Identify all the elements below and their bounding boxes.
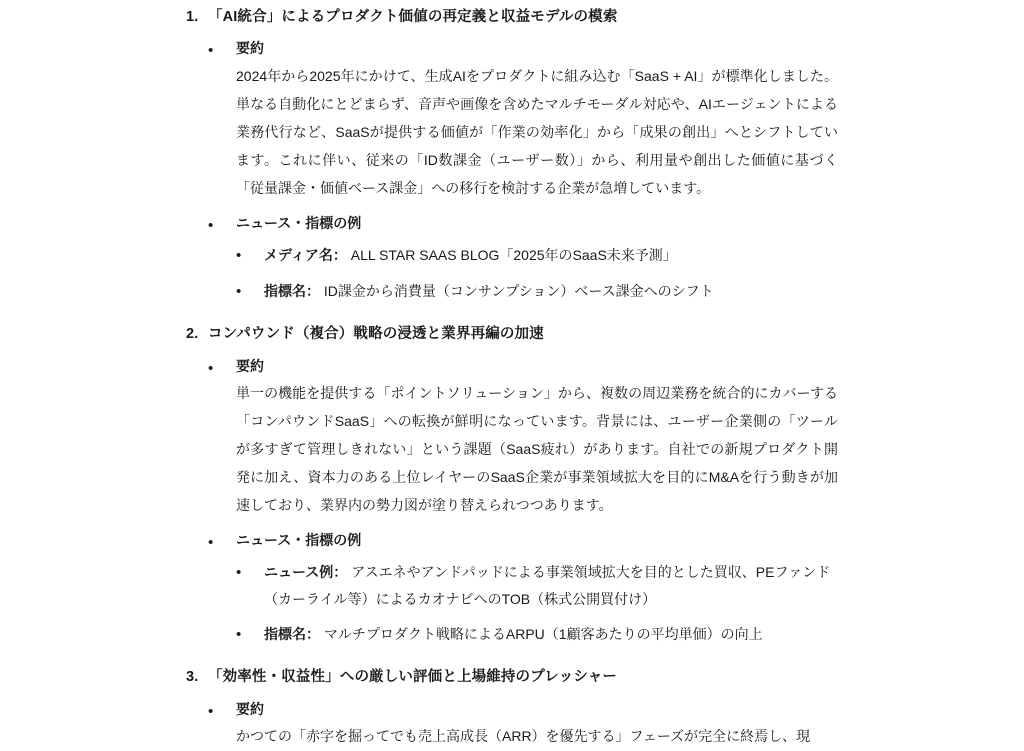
section-heading xyxy=(186,323,838,346)
sub-item-text: ALL STAR SAAS BLOG「2025年のSaaS未来予測」 xyxy=(350,246,677,263)
section-number: 3. xyxy=(186,669,199,686)
sub-list-item xyxy=(236,278,838,306)
bullet-icon xyxy=(236,621,264,649)
sub-item-label: ニュース例： xyxy=(264,564,348,581)
section-title: 「AI統合」によるプロダクト価値の再定義と収益モデルの模索 xyxy=(208,9,618,25)
list-item xyxy=(208,37,838,201)
item-label: 要約 xyxy=(236,357,264,374)
section-3 xyxy=(186,666,838,750)
bullet-icon xyxy=(208,355,236,383)
section-title: 「効率性・収益性」への厳しい評価と上場維持のプレッシャー xyxy=(208,669,618,686)
sub-item-text: アスエネやアンドパッドによる事業領域拡大を目的とした買収、PEファンド（カーライル等）によるカオナビへのTOB（株式公開買付け） xyxy=(264,564,831,608)
section-1-items xyxy=(208,37,838,305)
sub-item-label: 指標名： xyxy=(264,625,320,642)
sub-list xyxy=(236,559,838,648)
section-1 xyxy=(186,6,838,305)
sub-list-item xyxy=(236,621,838,649)
sub-list-item xyxy=(236,559,838,612)
sub-item-text: ID課金から消費量（コンサンプション）ベース課金へのシフト xyxy=(323,282,714,299)
section-3-items xyxy=(208,698,838,750)
sub-list xyxy=(236,242,838,306)
section-title: コンパウンド（複合）戦略の浸透と業界再編の加速 xyxy=(208,326,544,343)
sub-list-item xyxy=(236,242,838,270)
bullet-icon xyxy=(208,529,236,557)
sub-item-text: マルチプロダクト戦略によるARPU（1顧客あたりの平均単価）の向上 xyxy=(323,625,763,642)
sub-item-label: 指標名： xyxy=(264,282,320,299)
section-number: 2. xyxy=(186,326,199,343)
section-2 xyxy=(186,323,838,648)
item-label: 要約 xyxy=(236,40,264,57)
bullet-icon xyxy=(236,278,264,306)
bullet-icon xyxy=(236,242,264,270)
list-item xyxy=(208,212,838,306)
item-paragraph: 単一の機能を提供する「ポイントソリューション」から、複数の周辺業務を統合的にカバーする「コンパウンドSaaS」への転換が鮮明になっています。背景には、ユーザー企業側の「ツールが多すぎて管理しきれない」という課題（SaaS疲れ）があります。自社での新規プロダクト開発に加え、資本力のある上位レイヤーのSaaS企業が事業領域拡大を目的にM&Aを行う動きが加速しており、業界内の勢力図が塗り替えられつつあります。 xyxy=(236,385,838,514)
list-item xyxy=(208,529,838,648)
item-label: ニュース・指標の例 xyxy=(236,532,362,549)
bullet-icon xyxy=(236,559,264,587)
item-paragraph: かつての「赤字を掘ってでも売上高成長（ARR）を優先する」フェーズが完全に終焉し、現 xyxy=(236,727,811,744)
section-number: 1. xyxy=(186,9,199,25)
item-label: ニュース・指標の例 xyxy=(236,214,362,231)
bullet-icon xyxy=(208,698,236,726)
bullet-icon xyxy=(208,212,236,240)
item-label: 要約 xyxy=(236,700,264,717)
sub-item-label: メディア名： xyxy=(264,246,347,263)
item-paragraph: 2024年から2025年にかけて、生成AIをプロダクトに組み込む「SaaS + AI」が標準化しました。単なる自動化にとどまらず、音声や画像を含めたマルチモーダル対応や、AIエージェントによる業務代行など、SaaSが提供する価値が「作業の効率化」から「成果の創出」へとシフトしています。これに伴い、従来の「ID数課金（ユーザー数）」から、利用量や創出した価値に基づく「従量課金・価値ベース課金」への移行を検討する企業が急増しています。 xyxy=(236,67,838,196)
list-item xyxy=(208,355,838,519)
section-heading xyxy=(186,666,838,689)
list-item xyxy=(208,698,838,750)
section-heading xyxy=(186,6,838,29)
bullet-icon xyxy=(208,37,236,65)
section-2-items xyxy=(208,355,838,649)
